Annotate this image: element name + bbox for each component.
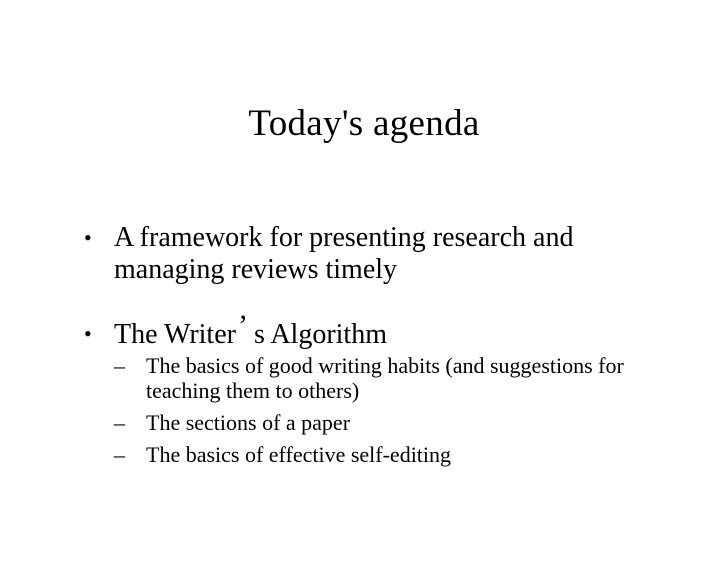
sub-bullet-marker: – bbox=[114, 353, 125, 378]
sub-bullet-item bbox=[114, 410, 644, 435]
bullet-text bbox=[114, 309, 387, 350]
bullet-text-part: s Algorithm bbox=[253, 319, 387, 350]
bullet-text-part: The Writer bbox=[114, 319, 236, 350]
sub-bullet-marker: – bbox=[114, 442, 125, 467]
sub-bullet-marker: – bbox=[114, 410, 125, 435]
sub-bullet-item bbox=[114, 353, 644, 403]
sub-bullet-list bbox=[114, 353, 644, 467]
bullet-text: A framework for presenting research and managing reviews timely bbox=[114, 222, 574, 285]
bullet-marker: • bbox=[84, 321, 92, 346]
bullet-item bbox=[84, 309, 644, 467]
bullet-marker: • bbox=[84, 225, 92, 250]
sub-bullet-text: The sections of a paper bbox=[146, 410, 351, 435]
slide-title: Today's agenda bbox=[248, 103, 480, 144]
sub-bullet-item bbox=[114, 442, 644, 467]
sub-bullet-text: The basics of effective self-editing bbox=[146, 442, 452, 467]
sub-bullet-text: The basics of good writing habits (and suggestions for teaching them to others) bbox=[146, 353, 624, 403]
bullet-list bbox=[84, 222, 644, 474]
apostrophe: ’ bbox=[237, 309, 248, 342]
bullet-item bbox=[84, 222, 644, 286]
